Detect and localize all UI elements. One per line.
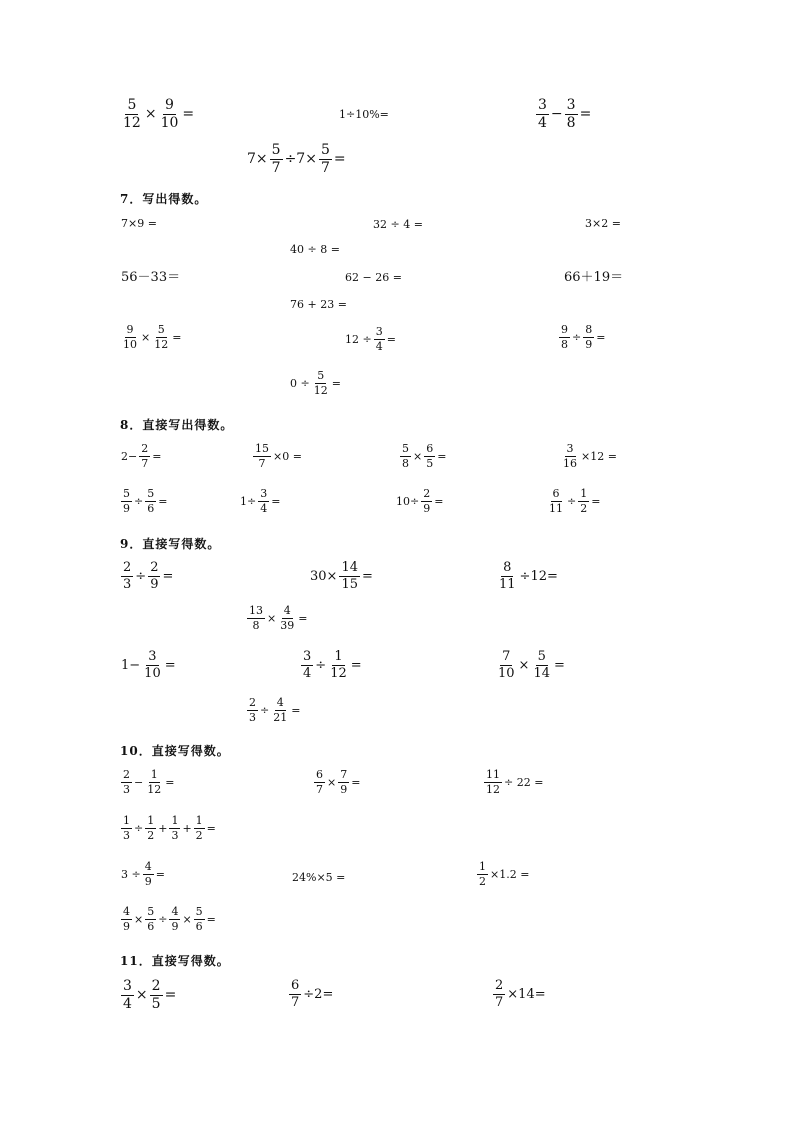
fraction-numerator: 5 — [195, 905, 203, 918]
fraction — [271, 697, 289, 723]
fraction-denominator: 9 — [340, 782, 348, 796]
fraction-denominator: 2 — [147, 828, 155, 842]
fraction-numerator: 2 — [123, 768, 130, 781]
fraction-numerator: 5 — [123, 487, 130, 500]
fraction — [150, 979, 163, 1011]
expression-text: 2− — [121, 449, 138, 463]
expression — [309, 561, 374, 591]
fraction — [247, 605, 265, 631]
section-heading-7: 7．写出得数。 — [120, 192, 208, 206]
fraction — [319, 143, 332, 175]
expression — [492, 979, 547, 1009]
fraction — [421, 488, 432, 514]
expression-text: × — [134, 912, 144, 926]
expression — [291, 872, 346, 883]
fraction-numerator: 5 — [147, 905, 155, 918]
expression-text: ×0 = — [273, 449, 302, 463]
expression-text: 76 + 23 = — [290, 298, 347, 311]
fraction-denominator: 3 — [123, 576, 132, 592]
fraction-denominator: 9 — [150, 576, 159, 592]
fraction-denominator: 7 — [141, 456, 149, 470]
fraction — [477, 861, 488, 887]
expression — [246, 605, 308, 631]
fraction — [258, 488, 269, 514]
fraction — [561, 443, 579, 469]
expression-text: × — [182, 912, 192, 926]
fraction-denominator: 39 — [280, 618, 295, 632]
fraction-denominator: 4 — [303, 665, 312, 681]
fraction-denominator: 3 — [249, 710, 256, 724]
expression — [344, 272, 403, 283]
expression — [372, 219, 424, 230]
fraction-numerator: 2 — [151, 978, 161, 994]
fraction-denominator: 15 — [341, 576, 358, 592]
fraction-denominator: 3 — [123, 828, 130, 842]
expression-text: 0 ÷ — [290, 376, 310, 390]
fraction-denominator: 10 — [160, 114, 179, 131]
expression-text: ÷ — [134, 494, 144, 508]
fraction-numerator: 2 — [150, 560, 159, 575]
expression — [120, 769, 175, 795]
fraction-denominator: 7 — [291, 994, 300, 1010]
expression — [289, 244, 341, 255]
expression — [535, 98, 592, 130]
expression-text: ÷7× — [284, 151, 317, 168]
expression — [584, 218, 622, 229]
fraction-denominator: 7 — [271, 159, 281, 176]
fraction-denominator: 11 — [549, 501, 563, 515]
fraction-denominator: 12 — [123, 114, 141, 131]
fraction — [338, 769, 349, 795]
fraction-denominator: 7 — [320, 159, 330, 176]
fraction-numerator: 6 — [426, 442, 434, 455]
expression-text: 24%×5 = — [292, 871, 346, 884]
expression — [120, 443, 162, 469]
expression-text: = — [162, 568, 174, 584]
fraction-numerator: 13 — [249, 604, 263, 617]
expression — [246, 697, 301, 723]
expression — [120, 98, 195, 130]
expression — [120, 324, 182, 350]
fraction-denominator: 21 — [273, 710, 288, 724]
expression — [344, 326, 397, 352]
expression-text: 1− — [121, 657, 141, 673]
expression-text: ÷ — [260, 703, 270, 717]
fraction-numerator: 4 — [144, 860, 152, 873]
fraction — [247, 697, 258, 723]
fraction — [339, 561, 360, 591]
fraction-numerator: 7 — [502, 649, 511, 664]
expression-text: 1÷ — [240, 494, 257, 508]
fraction-denominator: 11 — [499, 576, 516, 592]
expression-text: = — [164, 657, 176, 673]
fraction-numerator: 4 — [123, 905, 130, 918]
fraction — [583, 324, 594, 350]
fraction — [121, 769, 132, 795]
fraction-denominator: 4 — [260, 501, 268, 515]
fraction-numerator: 4 — [171, 905, 179, 918]
fraction-denominator: 10 — [144, 665, 161, 681]
expression-text: 7×9 = — [121, 217, 157, 230]
fraction — [301, 650, 313, 680]
expression-text: − — [134, 775, 144, 789]
fraction-denominator: 2 — [580, 501, 588, 515]
expression-text: = — [434, 494, 444, 508]
expression-text: 56－33＝ — [121, 270, 181, 285]
expression-text: = — [596, 330, 606, 344]
expression — [289, 299, 348, 310]
fraction-numerator: 6 — [316, 768, 323, 781]
fraction-numerator: 11 — [486, 768, 500, 781]
fraction-numerator: 1 — [147, 814, 155, 827]
expression-text: 62 − 26 = — [345, 271, 402, 284]
expression — [120, 906, 217, 932]
expression-text: ×14= — [507, 986, 546, 1002]
expression — [300, 650, 363, 680]
fraction-numerator: 5 — [317, 369, 325, 382]
fraction-numerator: 1 — [334, 649, 343, 664]
fraction — [143, 861, 154, 887]
fraction-numerator: 2 — [141, 442, 149, 455]
expression-text: 12 ÷ — [345, 332, 372, 346]
fraction — [194, 815, 205, 841]
fraction — [497, 561, 518, 591]
fraction-numerator: 8 — [503, 560, 512, 575]
fraction-denominator: 8 — [561, 337, 568, 351]
fraction-denominator: 6 — [195, 919, 203, 933]
fraction-denominator: 7 — [258, 456, 266, 470]
fraction-numerator: 3 — [123, 978, 132, 994]
fraction-numerator: 3 — [148, 649, 157, 664]
expression-text: × — [327, 775, 337, 789]
expression-text: 10÷ — [396, 494, 420, 508]
fraction-numerator: 5 — [157, 323, 165, 336]
fraction — [536, 98, 549, 130]
expression — [558, 324, 606, 350]
expression — [120, 815, 217, 841]
expression — [495, 650, 566, 680]
fraction-numerator: 9 — [165, 97, 174, 113]
fraction-denominator: 9 — [144, 874, 152, 888]
fraction — [121, 98, 143, 130]
fraction — [374, 326, 385, 352]
fraction-denominator: 3 — [171, 828, 179, 842]
expression — [289, 370, 342, 396]
expression-text: − — [550, 106, 563, 123]
fraction-numerator: 5 — [127, 97, 137, 113]
expression — [120, 861, 166, 887]
expression — [338, 109, 390, 120]
expression-text: = — [291, 703, 301, 717]
expression-text: × — [135, 987, 148, 1004]
fraction — [400, 443, 411, 469]
fraction-numerator: 3 — [566, 442, 574, 455]
expression-text: = — [351, 775, 361, 789]
fraction — [194, 906, 205, 932]
expression — [246, 143, 347, 175]
fraction-numerator: 2 — [495, 978, 504, 993]
expression-text: = — [554, 657, 565, 673]
fraction-numerator: 2 — [423, 487, 431, 500]
fraction-denominator: 4 — [538, 114, 547, 131]
fraction-denominator: 5 — [151, 995, 161, 1012]
fraction-denominator: 2 — [479, 874, 486, 888]
expression-text: × — [144, 106, 157, 123]
fraction-denominator: 7 — [316, 782, 323, 796]
expression — [239, 488, 281, 514]
fraction-denominator: 12 — [486, 782, 500, 796]
expression-text: = — [152, 449, 162, 463]
fraction-denominator: 8 — [252, 618, 260, 632]
fraction-numerator: 5 — [147, 487, 155, 500]
fraction — [547, 488, 565, 514]
section-heading-8: 8．直接写出得数。 — [120, 418, 234, 432]
fraction-numerator: 2 — [123, 560, 132, 575]
fraction-numerator: 5 — [537, 649, 546, 664]
fraction-numerator: 1 — [580, 487, 588, 500]
expression-text: = — [361, 568, 373, 584]
expression-text: = — [579, 106, 592, 123]
expression-text: ÷ 22 = — [504, 775, 544, 789]
fraction — [493, 979, 505, 1009]
fraction-denominator: 3 — [123, 782, 130, 796]
fraction — [121, 324, 139, 350]
section-heading-10: 10．直接写得数。 — [120, 744, 230, 758]
fraction-denominator: 7 — [495, 994, 504, 1010]
expression-text: × — [267, 611, 277, 625]
fraction-numerator: 1 — [171, 814, 179, 827]
expression-text: × — [413, 449, 423, 463]
expression — [120, 979, 177, 1011]
expression — [496, 561, 559, 591]
expression — [288, 979, 334, 1009]
fraction — [152, 324, 170, 350]
fraction-numerator: 9 — [561, 323, 568, 336]
fraction — [565, 98, 578, 130]
expression-text: 3×2 = — [585, 217, 621, 230]
section-heading-11: 11．直接写得数。 — [120, 954, 230, 968]
fraction — [424, 443, 435, 469]
expression-text: = — [165, 775, 175, 789]
fraction — [121, 906, 132, 932]
expression-text: ÷ — [567, 494, 577, 508]
expression — [120, 271, 181, 284]
fraction — [328, 650, 349, 680]
fraction — [484, 769, 502, 795]
fraction — [314, 769, 325, 795]
expression — [483, 769, 544, 795]
expression-text: = — [437, 449, 447, 463]
expression-text: = — [386, 332, 396, 346]
fraction-denominator: 16 — [563, 456, 577, 470]
fraction-denominator: 9 — [585, 337, 593, 351]
expression-text: ÷ — [135, 568, 147, 584]
expression — [120, 218, 158, 229]
fraction-denominator: 8 — [566, 114, 576, 131]
fraction — [531, 650, 552, 680]
fraction-numerator: 6 — [291, 978, 300, 993]
fraction-denominator: 4 — [123, 995, 132, 1012]
expression-text: = — [350, 657, 362, 673]
expression-text: ÷ — [134, 821, 144, 835]
expression-text: 3 ÷ — [121, 867, 141, 881]
expression-text: = — [333, 151, 346, 168]
fraction-numerator: 4 — [276, 696, 284, 709]
expression-text: ÷ — [315, 657, 327, 673]
expression-text: = — [298, 611, 308, 625]
expression — [546, 488, 601, 514]
fraction-numerator: 9 — [126, 323, 134, 336]
fraction-denominator: 9 — [171, 919, 179, 933]
fraction-denominator: 9 — [123, 919, 130, 933]
fraction-numerator: 3 — [303, 649, 312, 664]
fraction — [142, 650, 163, 680]
expression — [399, 443, 447, 469]
expression-text: ×12 = — [581, 449, 617, 463]
fraction-denominator: 12 — [147, 782, 162, 796]
expression-text: ÷2= — [303, 986, 334, 1002]
fraction-denominator: 12 — [313, 383, 328, 397]
fraction — [270, 143, 283, 175]
fraction-denominator: 10 — [123, 337, 137, 351]
fraction-numerator: 2 — [249, 696, 256, 709]
fraction-denominator: 4 — [375, 339, 383, 353]
fraction-numerator: 1 — [195, 814, 203, 827]
fraction — [169, 906, 180, 932]
fraction-numerator: 5 — [320, 142, 330, 158]
fraction — [148, 561, 160, 591]
expression-text: ÷ — [158, 912, 168, 926]
fraction-numerator: 6 — [552, 487, 560, 500]
fraction — [578, 488, 589, 514]
fraction-numerator: 8 — [585, 323, 593, 336]
fraction-denominator: 5 — [426, 456, 434, 470]
expression-text: = — [158, 494, 168, 508]
fraction-denominator: 6 — [147, 501, 155, 515]
fraction-numerator: 15 — [255, 442, 269, 455]
expression-text: 32 ÷ 4 = — [373, 218, 423, 231]
fraction-numerator: 5 — [402, 442, 409, 455]
expression-text: = — [172, 330, 182, 344]
fraction — [253, 443, 271, 469]
expression-text: = — [271, 494, 281, 508]
expression-text: × — [518, 657, 530, 673]
expression-text: = — [182, 106, 195, 123]
expression-text: + — [182, 821, 192, 835]
expression-text: = — [206, 821, 216, 835]
expression-text: = — [206, 912, 216, 926]
expression — [560, 443, 618, 469]
fraction — [121, 979, 134, 1011]
expression — [395, 488, 444, 514]
fraction — [121, 561, 133, 591]
fraction-denominator: 14 — [533, 665, 550, 681]
fraction-numerator: 3 — [566, 97, 576, 113]
expression-text: ÷ — [572, 330, 582, 344]
fraction-denominator: 10 — [498, 665, 515, 681]
fraction — [278, 605, 296, 631]
fraction-numerator: 1 — [479, 860, 486, 873]
fraction-denominator: 9 — [123, 501, 130, 515]
fraction — [121, 488, 132, 514]
expression — [476, 861, 530, 887]
expression-text: 40 ÷ 8 = — [290, 243, 340, 256]
expression-text: 66＋19＝ — [564, 270, 624, 285]
expression-text: = — [591, 494, 601, 508]
fraction-numerator: 3 — [375, 325, 383, 338]
expression-text: ÷12= — [519, 568, 558, 584]
expression-text: = — [331, 376, 341, 390]
fraction-numerator: 4 — [283, 604, 291, 617]
fraction — [559, 324, 570, 350]
fraction-denominator: 12 — [330, 665, 347, 681]
fraction-denominator: 12 — [154, 337, 169, 351]
fraction — [145, 906, 156, 932]
expression-text: × — [141, 330, 151, 344]
fraction — [139, 443, 150, 469]
section-heading-9: 9．直接写得数。 — [120, 537, 221, 551]
fraction-numerator: 3 — [260, 487, 268, 500]
fraction-denominator: 8 — [402, 456, 409, 470]
expression-text: = — [164, 987, 177, 1004]
expression — [120, 488, 168, 514]
fraction-numerator: 14 — [341, 560, 358, 575]
fraction — [289, 979, 301, 1009]
expression — [252, 443, 303, 469]
fraction-numerator: 7 — [340, 768, 348, 781]
fraction-denominator: 2 — [195, 828, 203, 842]
expression-text: + — [158, 821, 168, 835]
expression — [313, 769, 361, 795]
fraction — [145, 815, 156, 841]
expression-text: ×1.2 = — [490, 867, 530, 881]
expression — [120, 650, 177, 680]
fraction — [159, 98, 181, 130]
expression-text: 7× — [247, 151, 268, 168]
fraction-numerator: 1 — [123, 814, 130, 827]
fraction-numerator: 1 — [150, 768, 158, 781]
expression — [563, 271, 624, 284]
fraction — [496, 650, 517, 680]
expression-text: 1÷10%= — [339, 108, 389, 121]
expression — [120, 561, 174, 591]
fraction-numerator: 3 — [538, 97, 547, 113]
fraction — [145, 769, 163, 795]
fraction — [169, 815, 180, 841]
fraction — [121, 815, 132, 841]
fraction-denominator: 9 — [423, 501, 431, 515]
fraction — [145, 488, 156, 514]
fraction — [312, 370, 330, 396]
fraction-numerator: 5 — [271, 142, 281, 158]
expression-text: = — [155, 867, 165, 881]
fraction-denominator: 6 — [147, 919, 155, 933]
expression-text: 30× — [310, 568, 338, 584]
